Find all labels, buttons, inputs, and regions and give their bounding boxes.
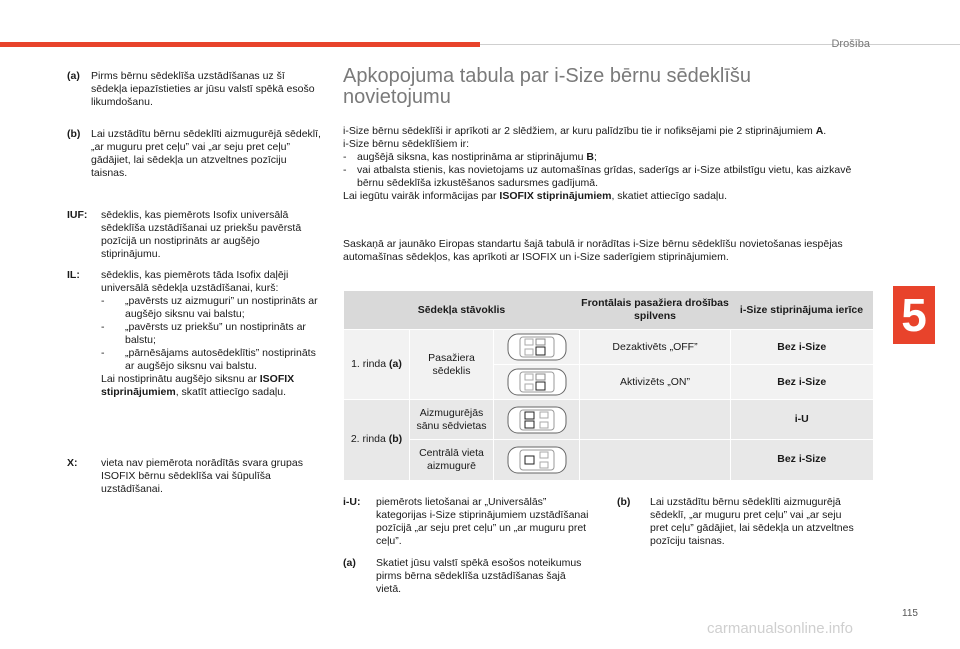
section-title: Drošība (831, 38, 870, 50)
note-b-term: (b) (67, 128, 81, 140)
def-x (67, 457, 322, 496)
page-number: 115 (902, 608, 918, 619)
footnote-a: (a) Skatiet jūsu valstī spēkā esošos noteikumus pirms bērna sēdeklīša uzstādīšanas šajā vietā. (343, 557, 582, 595)
table-header-row (344, 291, 873, 330)
def-il-text: sēdeklis, kas piemērots tāda Isofix daļēji universālā sēdekļa uzstādīšanai, kurš: (101, 269, 289, 294)
def-il-item: - „pārnēsājams autosēdeklītis” nostiprināts ar augšējo siksnu vai balstu. (101, 347, 316, 372)
chapter-tab: 5 (893, 286, 935, 344)
top-accent-bar (0, 42, 480, 47)
note-a-text: Pirms bērnu sēdeklīša uzstādīšanas uz šī sēdekļa iepazīstieties ar jūsu valstī spēkā esošo likumdošanu. (91, 70, 315, 108)
def-il-note: Lai nostiprinātu augšējo siksnu ar ISOFIX stiprinājumiem, skatīt attiecīgo sadaļu. (101, 373, 295, 398)
header-isize: i-Size stiprinājuma ierīce (731, 291, 873, 330)
footnote-b: (b) Lai uzstādītu bērnu sēdeklīti aizmugurējā sēdeklī, „ar muguru pret ceļu” vai „ar seju pret ceļu” gādājiet, lai sēdekļa un atzveltnes pozīciju taisnas. (617, 496, 854, 547)
car-diagram-icon (494, 400, 580, 440)
isize-cell: Bez i-Size (731, 365, 873, 400)
airbag-empty-cell (580, 440, 731, 480)
note-b (67, 128, 322, 180)
def-x-term: X: (67, 457, 78, 469)
note-a-term: (a) (67, 70, 80, 82)
rear-side-cell: Aizmugurējās sānu sēdvietas (410, 400, 494, 440)
car-diagram-icon (494, 365, 580, 400)
def-il (67, 269, 322, 399)
passenger-seat-cell: Pasažiera sēdeklis (410, 330, 494, 400)
note-a (67, 70, 322, 109)
row1-label: 1. rinda (a) (344, 330, 410, 400)
isize-table (343, 290, 873, 480)
table-row (344, 400, 873, 440)
header-seat-position: Sēdekļa stāvoklis (344, 291, 580, 330)
isize-cell: Bez i-Size (731, 440, 873, 480)
airbag-off-cell: Dezaktivēts „OFF” (580, 330, 731, 365)
def-iuf-term: IUF: (67, 209, 88, 221)
car-diagram-icon (494, 440, 580, 480)
row2-label: 2. rinda (b) (344, 400, 410, 480)
car-diagram-icon (494, 330, 580, 365)
def-il-item: - „pavērsts uz aizmuguri” un nostiprināts ar augšējo siksnu vai balstu; (101, 295, 318, 320)
def-iuf (67, 209, 322, 261)
rear-center-cell: Centrālā vieta aizmugurē (410, 440, 494, 480)
airbag-on-cell: Aktivizēts „ON” (580, 365, 731, 400)
def-il-item: - „pavērsts uz priekšu” un nostiprināts ar balstu; (101, 321, 306, 346)
standard-text: Saskaņā ar jaunāko Eiropas standartu šajā tabulā ir norādītas i-Size bērnu sēdeklīšu novietošanas iespējas automašīnas sēdekļos, kas aprīkoti ar ISOFIX un i-Size saderīgiem stiprinājumiem. (343, 238, 843, 263)
airbag-empty-cell (580, 400, 731, 440)
note-b-text: Lai uzstādītu bērnu sēdeklīti aizmugurējā sēdeklī, „ar muguru pret ceļu” vai „ar seju pret ceļu” gādājiet, lai sēdekļa un atzveltnes pozīciju taisnas. (91, 128, 321, 179)
table-row (344, 330, 873, 365)
intro-text: i-Size bērnu sēdeklīši ir aprīkoti ar 2 slēdžiem, ar kuru palīdzību tie ir nofiksējami pie 2 stiprinājumiem A. i-Size bērnu sēdeklīšiem ir: - augšējā siksna, kas nostiprināma ar stiprinājumu B; - vai atbalsta stienis, kas novietojams uz automašīnas grīdas, saderīgs ar i-Size atbilstīgu vietu, kas aizkavē bērnu sēdeklīša izkustēšanos sadursmes gadījumā. Lai iegūtu vairāk informācijas par ISOFIX stiprinājumiem, skatiet attiecīgo sadaļu. (343, 125, 852, 202)
top-rule (480, 44, 960, 45)
page-title: Apkopojuma tabula par i-Size bērnu sēdeklīšu novietojumu (343, 65, 752, 108)
def-il-term: IL: (67, 269, 80, 281)
footnote-iu: i-U: piemērots lietošanai ar „Universālās” kategorijas i-Size stiprinājumiem uzstādīšanai pozīcijā „ar seju pret ceļu” un „ar muguru pret ceļu”. (343, 496, 589, 547)
header-airbag: Frontālais pasažiera drošības spilvens (580, 291, 731, 330)
isize-cell: i-U (731, 400, 873, 440)
isize-cell: Bez i-Size (731, 330, 873, 365)
table-row (344, 440, 873, 480)
def-iuf-text: sēdeklis, kas piemērots Isofix universālā sēdeklīša uzstādīšanai uz priekšu pavērstā pozīcijā un nostiprināts ar augšējo stiprinājumu. (101, 209, 302, 260)
def-x-text: vieta nav piemērota norādītās svara grupas ISOFIX bērnu sēdeklīša vai šūpulīša uzstādīšanai. (101, 457, 303, 495)
watermark: carmanualsonline.info (707, 620, 853, 637)
